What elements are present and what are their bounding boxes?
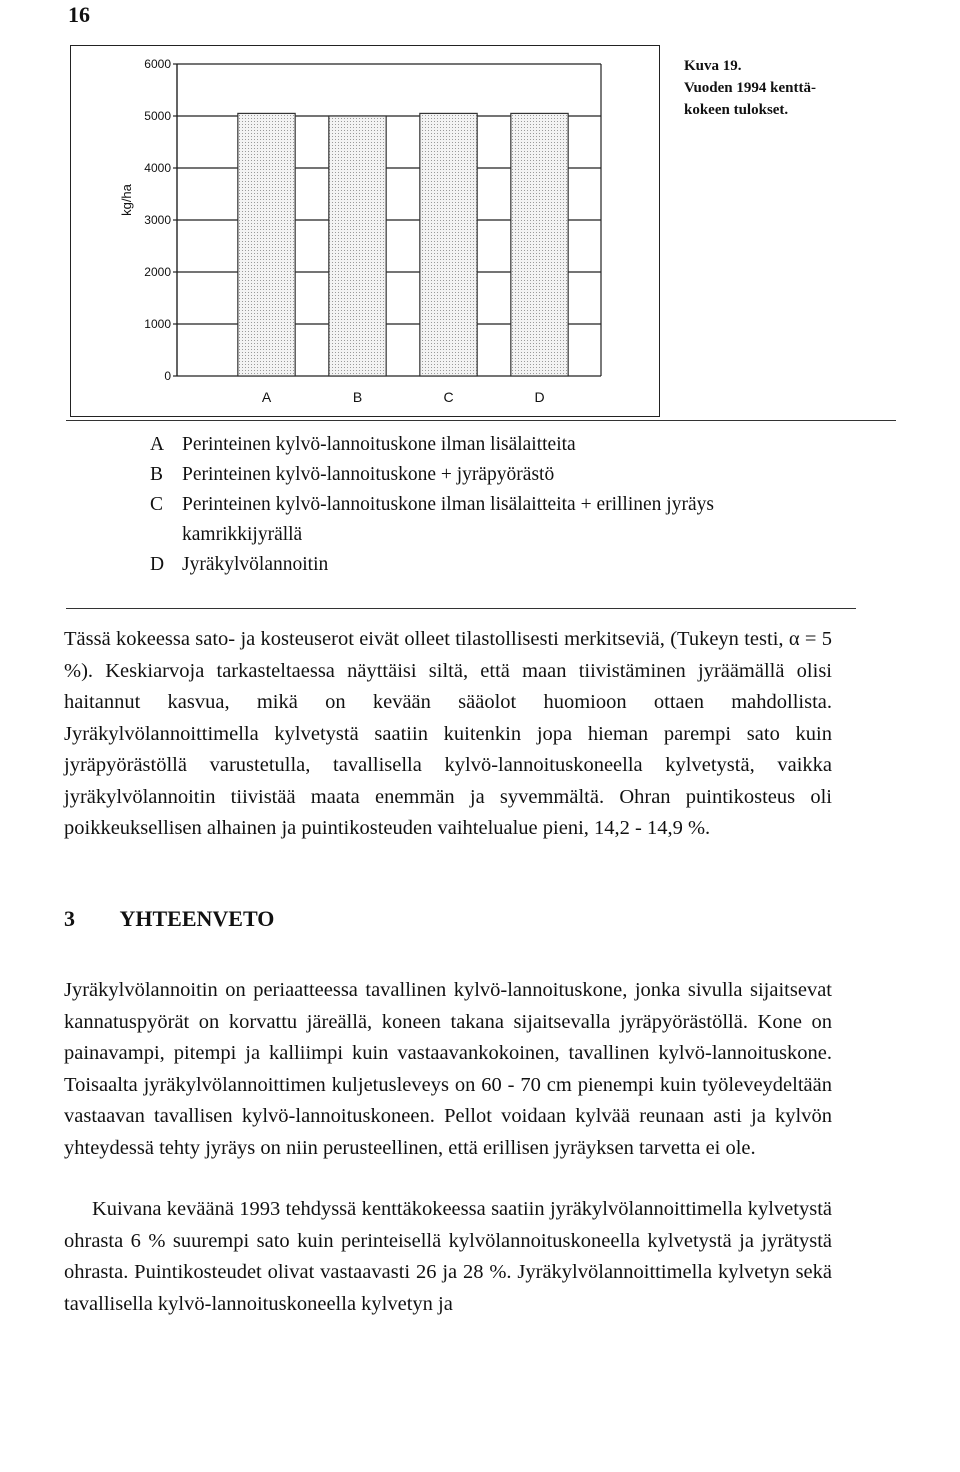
summary-paragraph: [64, 975, 832, 1164]
bar: [329, 116, 386, 376]
results-paragraph: [64, 624, 832, 845]
x-tick-label: A: [261, 389, 272, 405]
x-tick-label: C: [443, 389, 454, 405]
paragraph-text: Tässä kokeessa sato- ja kosteuserot eivät olleet tilastollisesti merkitseviä, (Tukeyn testi, α = 5 %). Keskiarvoja tarkasteltaessa näyttäisi siltä, että maan tiivistäminen jyräämällä olisi haitannut kasvua, mikä on kevään sääolot huomioon ottaen mahdollista. Jyräkylvölannoittimella kylvetystä saatiin kuitenkin jopa hieman parempi sato kuin jyräpyörästöllä varustetulla, tavallisella kylvö-lannoituskoneella kylvetystä, vaikka jyräkylvölannoitin tiivistää maata enemmän ja syvemmältä. Ohran puintikosteus oli poikkeuksellisen alhainen ja puintikosteuden vaihtelualue pieni, 14,2 - 14,9 %.: [64, 628, 832, 839]
y-tick-label: 4000: [144, 161, 171, 175]
bar-chart: [71, 46, 659, 416]
section-number: 3: [64, 906, 75, 931]
legend-key: A: [150, 434, 165, 455]
caption-line-1: Vuoden 1994 kenttä-: [684, 80, 816, 96]
caption-line-2: kokeen tulokset.: [684, 102, 789, 118]
bar: [238, 113, 295, 376]
legend-text: Jyräkylvölannoitin: [182, 554, 329, 575]
divider-rule: [66, 608, 856, 609]
section-title: YHTEENVETO: [119, 906, 275, 931]
bar: [420, 113, 477, 376]
summary-paragraph-2: [64, 1194, 832, 1320]
legend-text: Perinteinen kylvö-lannoituskone ilman lisälaitteita: [182, 434, 576, 455]
x-tick-label: B: [352, 389, 363, 405]
legend-key: D: [150, 554, 165, 575]
x-tick-label: D: [534, 389, 545, 405]
y-tick-label: 1000: [144, 317, 171, 331]
chart-frame: [70, 45, 660, 417]
section-heading: [64, 906, 274, 932]
y-tick-label: 3000: [144, 213, 171, 227]
paragraph-text: Jyräkylvölannoitin on periaatteessa tavallinen kylvö-lannoituskone, jonka sivulla sijaitsevat kannatuspyörät on korvattu järeällä, koneen takana sijaitsevalla jyräpyörästöllä. Kone on painavampi, pitempi ja kalliimpi kuin vastaavankokoinen, tavallinen kylvö-lannoituskone. Toisaalta jyräkylvölannoittimen kuljetusleveys on 60 - 70 cm pienempi kuin työleveydeltään vastaavan tavallisen kylvö-lannoituskoneen. Pellot voidaan kylvää reunaan asti ja kylvön yhteydessä tehty jyräys on niin perusteellinen, että erillisen jyräyksen tarvetta ei ole.: [64, 979, 832, 1159]
y-axis-label: kg/ha: [119, 184, 134, 216]
legend-text: kamrikkijyrällä: [182, 524, 303, 545]
legend-key: C: [150, 494, 164, 515]
y-tick-label: 6000: [144, 57, 171, 71]
caption-title: Kuva 19.: [684, 58, 742, 74]
page-number: 16: [68, 2, 90, 27]
legend-text: Perinteinen kylvö-lannoituskone + jyräpyörästö: [182, 464, 555, 485]
paragraph-text: Kuivana keväänä 1993 tehdyssä kenttäkokeessa saatiin jyräkylvölannoittimella kylvetystä ohrasta 6 % suurempi sato kuin perinteisellä kylvölannoituskoneella kylvetystä ja jyrätystä ohrasta. Puintikosteudet olivat vastaavasti 26 ja 28 %. Jyräkylvölannoittimella kylvetyn sekä tavallisella kylvö-lannoituskoneella kylvetyn ja: [64, 1198, 832, 1315]
y-tick-label: 0: [164, 369, 171, 383]
legend-key: B: [150, 464, 164, 485]
y-tick-label: 5000: [144, 109, 171, 123]
divider-rule: [66, 420, 896, 421]
figure-caption: [684, 55, 816, 121]
legend-text: Perinteinen kylvö-lannoituskone ilman lisälaitteita + erillinen jyräys: [182, 494, 714, 515]
y-tick-label: 2000: [144, 265, 171, 279]
bar: [511, 113, 568, 376]
